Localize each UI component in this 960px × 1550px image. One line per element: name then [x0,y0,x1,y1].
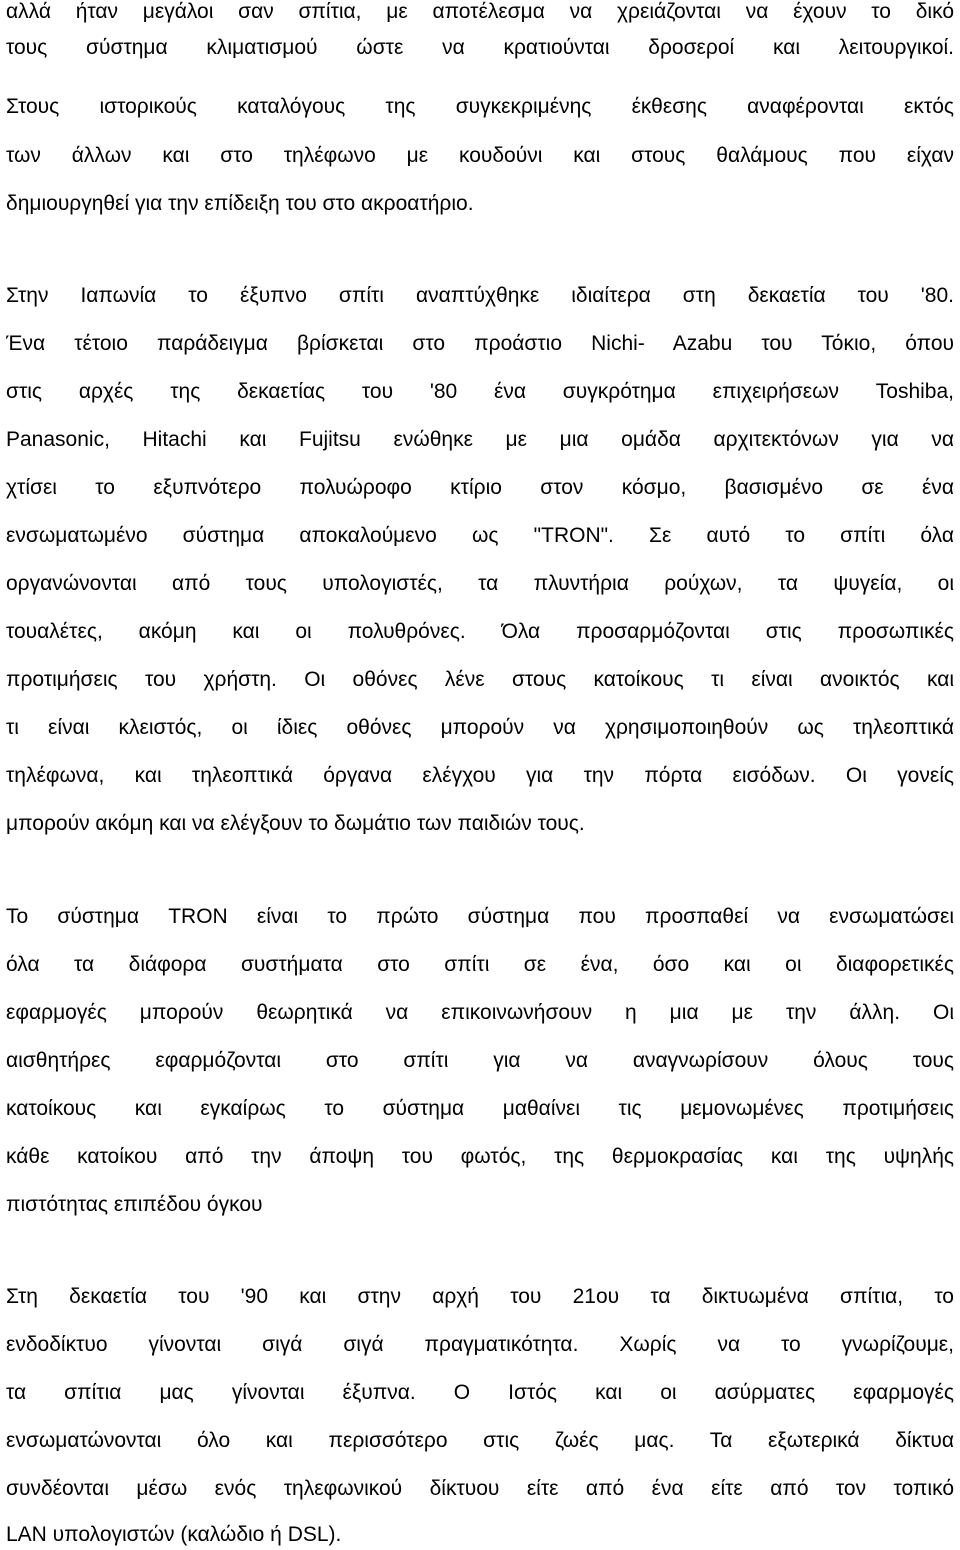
text-line: τι είναι κλειστός, οι ίδιες οθόνες μπορούν να χρησιμοποιηθούν ως τηλεοπτικά [6,716,954,739]
text-line: κάθε κατοίκου από την άποψη του φωτός, της θερμοκρασίας και της υψηλής [6,1145,954,1168]
text-line: τους σύστημα κλιματισμού ώστε να κρατιούνται δροσεροί και λειτουργικοί. [6,36,954,59]
text-line: ενσωματώνονται όλο και περισσότερο στις ζωές μας. Τα εξωτερικά δίκτυα [6,1429,954,1452]
text-line: αλλά ήταν μεγάλοι σαν σπίτια, με αποτέλεσμα να χρειάζονται να έχουν το δικό [6,0,954,23]
text-line: κατοίκους και εγκαίρως το σύστημα μαθαίνει τις μεμονωμένες προτιμήσεις [6,1097,954,1120]
text-line: οργανώνονται από τους υπολογιστές, τα πλυντήρια ρούχων, τα ψυγεία, οι [6,572,954,595]
text-line: Στην Ιαπωνία το έξυπνο σπίτι αναπτύχθηκε ιδιαίτερα στη δεκαετία του '80. [6,284,954,307]
text-line: Στη δεκαετία του '90 και στην αρχή του 21ου τα δικτυωμένα σπίτια, το [6,1285,954,1308]
text-line: δημιουργηθεί για την επίδειξη του στο ακροατήριο. [6,192,474,215]
text-line: μπορούν ακόμη και να ελέγξουν το δωμάτιο των παιδιών τους. [6,812,585,835]
text-line: στις αρχές της δεκαετίας του '80 ένα συγκρότημα επιχειρήσεων Toshiba, [6,380,954,403]
text-line: LAN υπολογιστών (καλώδιο ή DSL). [6,1523,342,1546]
text-line: ενσωματωμένο σύστημα αποκαλούμενο ως "TRON". Σε αυτό το σπίτι όλα [6,524,954,547]
text-line: τουαλέτες, ακόμη και οι πολυθρόνες. Όλα προσαρμόζονται στις προσωπικές [6,620,954,643]
text-line: χτίσει το εξυπνότερο πολυώροφο κτίριο στον κόσμο, βασισμένο σε ένα [6,476,954,499]
text-line: τα σπίτια μας γίνονται έξυπνα. Ο Ιστός και οι ασύρματες εφαρμογές [6,1381,954,1404]
text-line: τηλέφωνα, και τηλεοπτικά όργανα ελέγχου για την πόρτα εισόδων. Οι γονείς [6,764,954,787]
text-line: όλα τα διάφορα συστήματα στο σπίτι σε ένα, όσο και οι διαφορετικές [6,953,954,976]
text-line: αισθητήρες εφαρμόζονται στο σπίτι για να αναγνωρίσουν όλους τους [6,1049,954,1072]
text-line: Το σύστημα TRON είναι το πρώτο σύστημα που προσπαθεί να ενσωματώσει [6,905,954,928]
text-line: Ένα τέτοιο παράδειγμα βρίσκεται στο προάστιο Nichi- Azabu του Τόκιο, όπου [6,332,954,355]
text-line: των άλλων και στο τηλέφωνο με κουδούνι και στους θαλάμους που είχαν [6,144,954,167]
text-line: εφαρμογές μπορούν θεωρητικά να επικοινωνήσουν η μια με την άλλη. Οι [6,1001,954,1024]
text-line: Panasonic, Hitachi και Fujitsu ενώθηκε με μια ομάδα αρχιτεκτόνων για να [6,428,954,451]
text-line: προτιμήσεις του χρήστη. Οι οθόνες λένε στους κατοίκους τι είναι ανοικτός και [6,668,954,691]
text-line: Στους ιστορικούς καταλόγους της συγκεκριμένης έκθεσης αναφέρονται εκτός [6,95,954,118]
text-line: πιστότητας επιπέδου όγκου [6,1193,263,1216]
text-line: συνδέονται μέσω ενός τηλεφωνικού δίκτυου είτε από ένα είτε από τον τοπικό [6,1477,954,1500]
text-line: ενδοδίκτυο γίνονται σιγά σιγά πραγματικότητα. Χωρίς να το γνωρίζουμε, [6,1333,954,1356]
